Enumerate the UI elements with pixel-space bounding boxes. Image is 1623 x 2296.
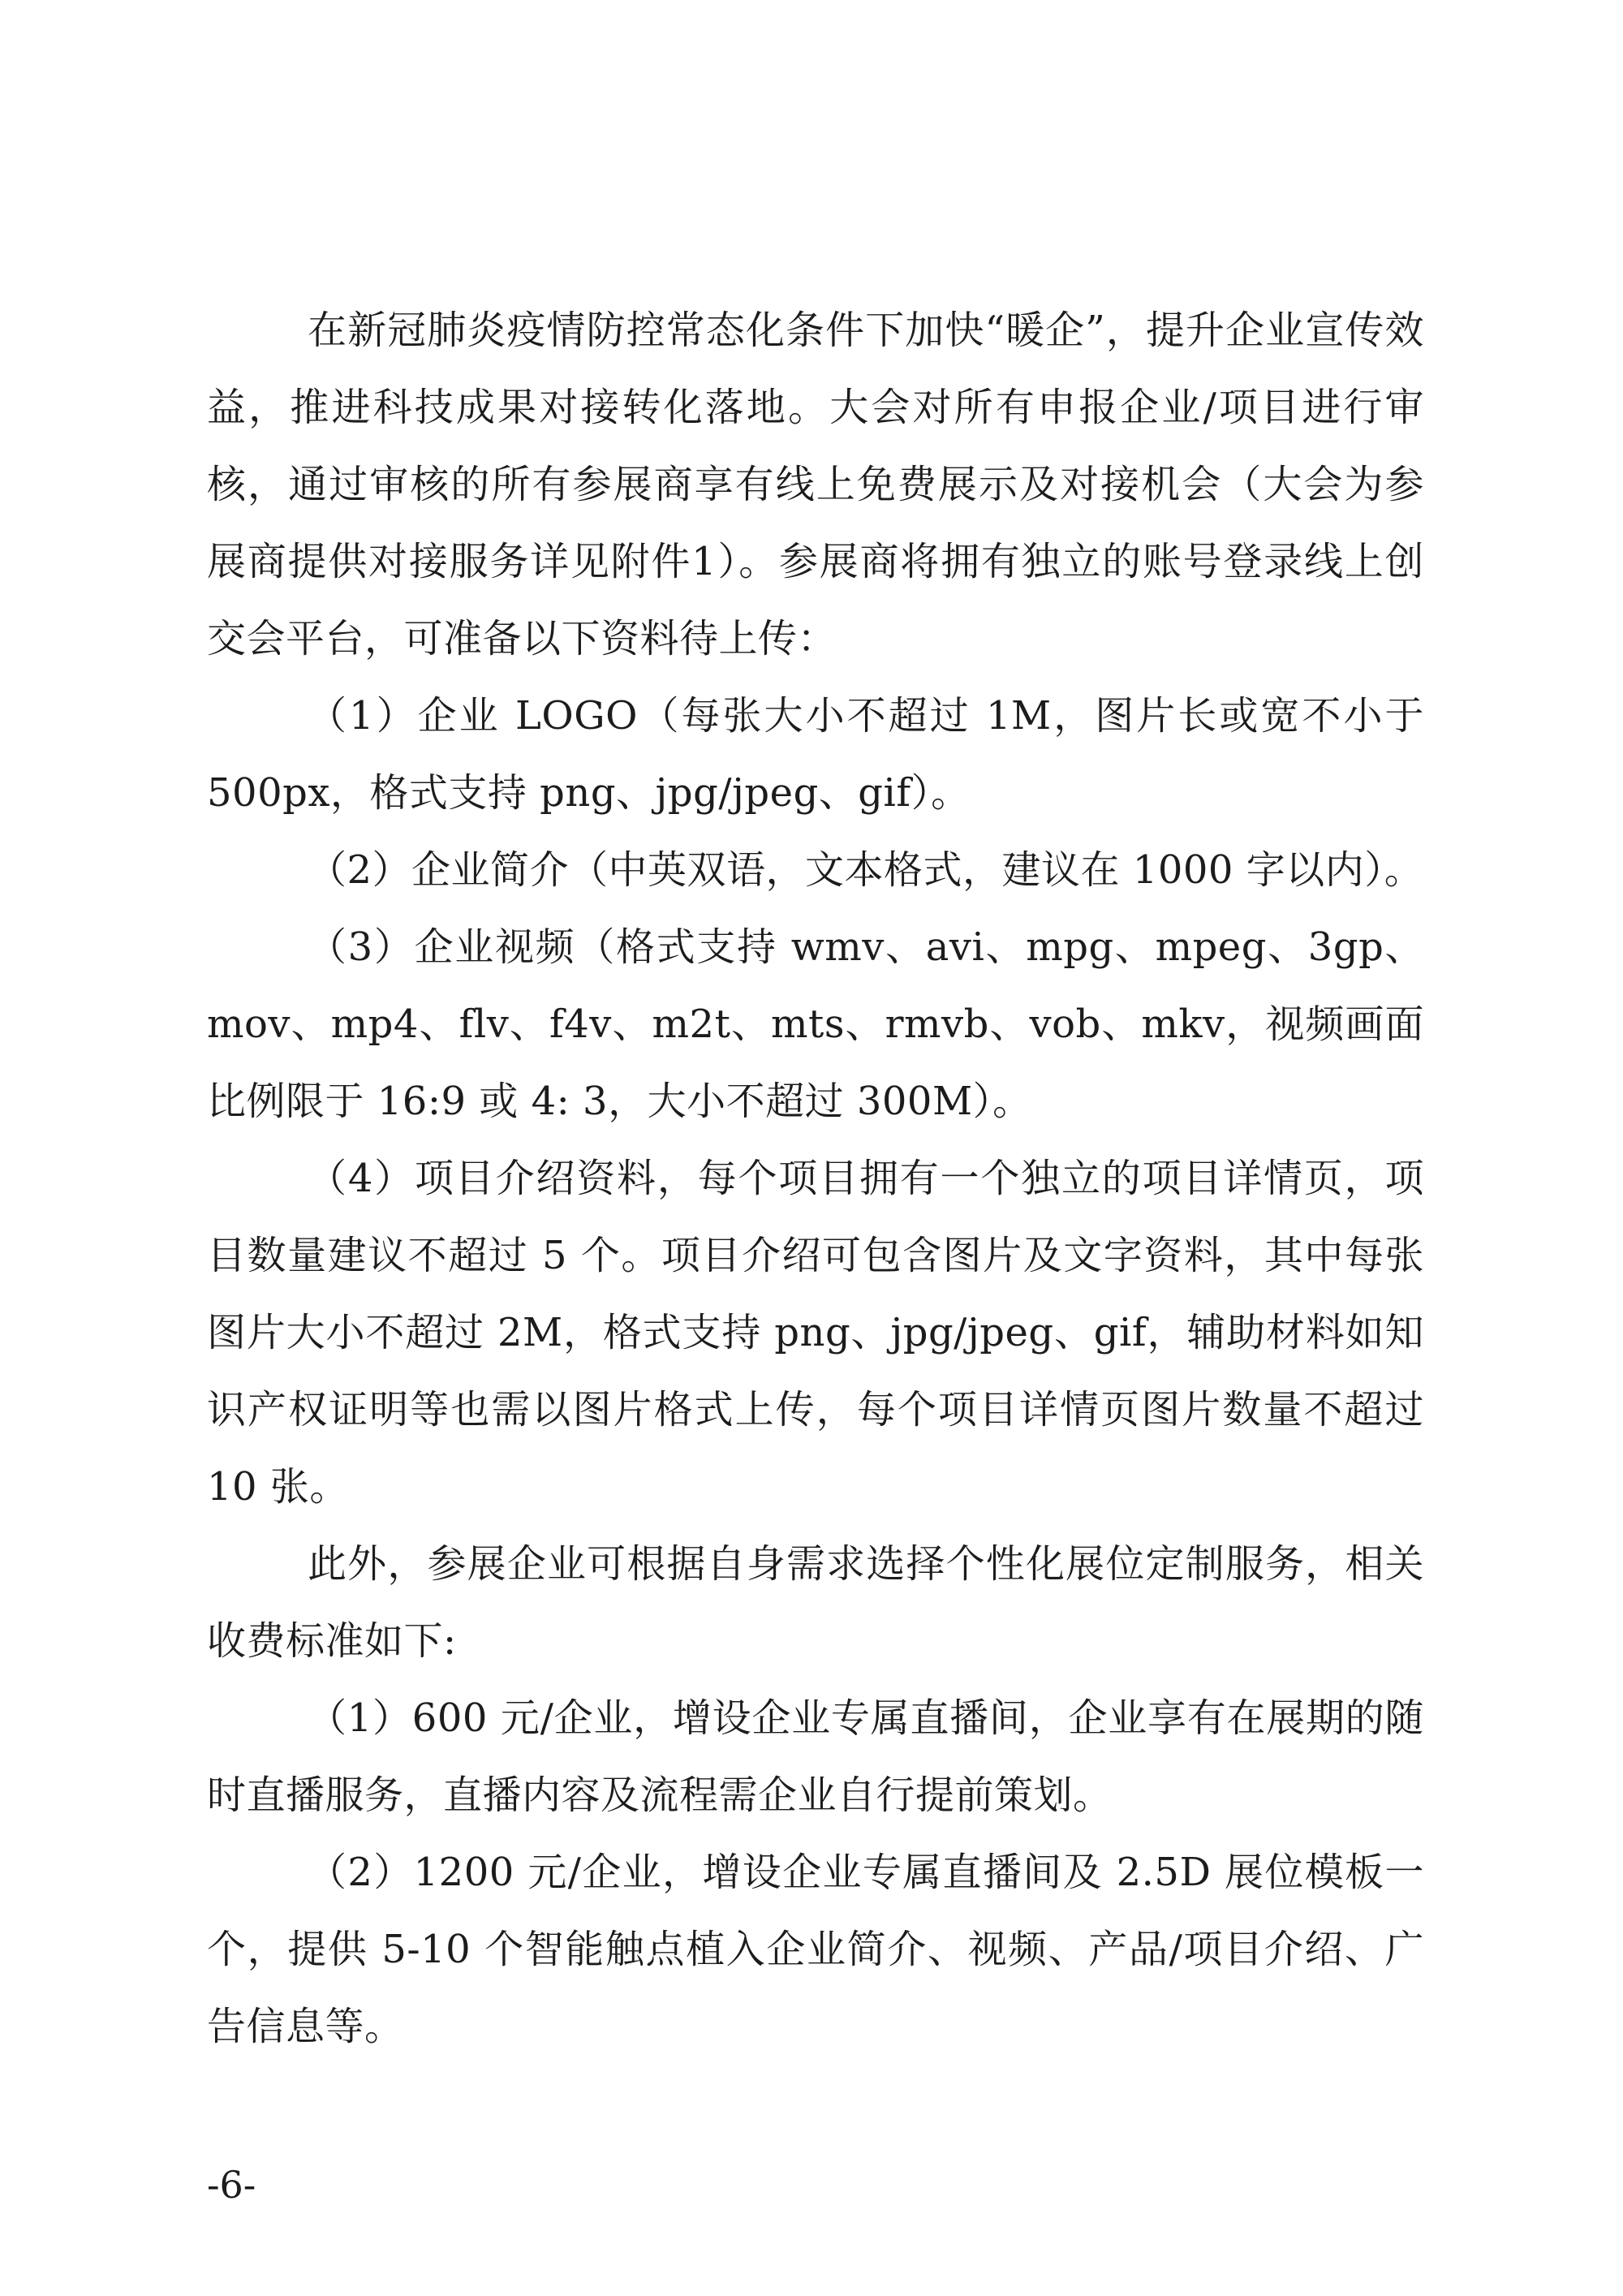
paragraph-item-profile: （2）企业简介（中英双语，文本格式，建议在 1000 字以内）。: [308, 847, 1424, 893]
paragraph-intro: 在新冠肺炎疫情防控常态化条件下加快“暖企”，提升企业宣传效益，推进科技成果对接转化落地。大会对所有申报企业/项目进行审核，通过审核的所有参展商享有线上免费展示及对接机会（大会为参展商提供对接服务详见附件1）。参展商将拥有独立的账号登录线上创交会平台，可准备以下资料待上传：: [207, 308, 1424, 661]
paragraph-item-logo: （1）企业 LOGO（每张大小不超过 1M，图片长或宽不小于500px，格式支持 png、jpg/jpeg、gif）。: [207, 693, 1424, 816]
paragraph-item-video: （3）企业视频（格式支持 wmv、avi、mpg、mpeg、3gp、mov、mp4、flv、f4v、m2t、mts、rmvb、vob、mkv，视频画面比例限于 16:9 或 4: 3，大小不超过 300M）。: [207, 924, 1424, 1124]
paragraph-item-project: （4）项目介绍资料，每个项目拥有一个独立的项目详情页，项目数量建议不超过 5 个。项目介绍可包含图片及文字资料，其中每张图片大小不超过 2M，格式支持 png、jpg/jpeg、gif，辅助材料如知识产权证明等也需以图片格式上传，每个项目详情页图片数量不超过 10 张。: [207, 1156, 1424, 1510]
paragraph-fee-1200: （2）1200 元/企业，增设企业专属直播间及 2.5D 展位模板一个，提供 5-10 个智能触点植入企业简介、视频、产品/项目介绍、广告信息等。: [207, 1850, 1424, 2049]
paragraph-fee-600: （1）600 元/企业，增设企业专属直播间，企业享有在展期的随时直播服务，直播内容及流程需企业自行提前策划。: [207, 1695, 1424, 1818]
paragraph-custom-service: 此外，参展企业可根据自身需求选择个性化展位定制服务，相关收费标准如下:: [207, 1541, 1424, 1664]
document-body: [207, 292, 1424, 2066]
page-number: -6-: [207, 2163, 256, 2207]
